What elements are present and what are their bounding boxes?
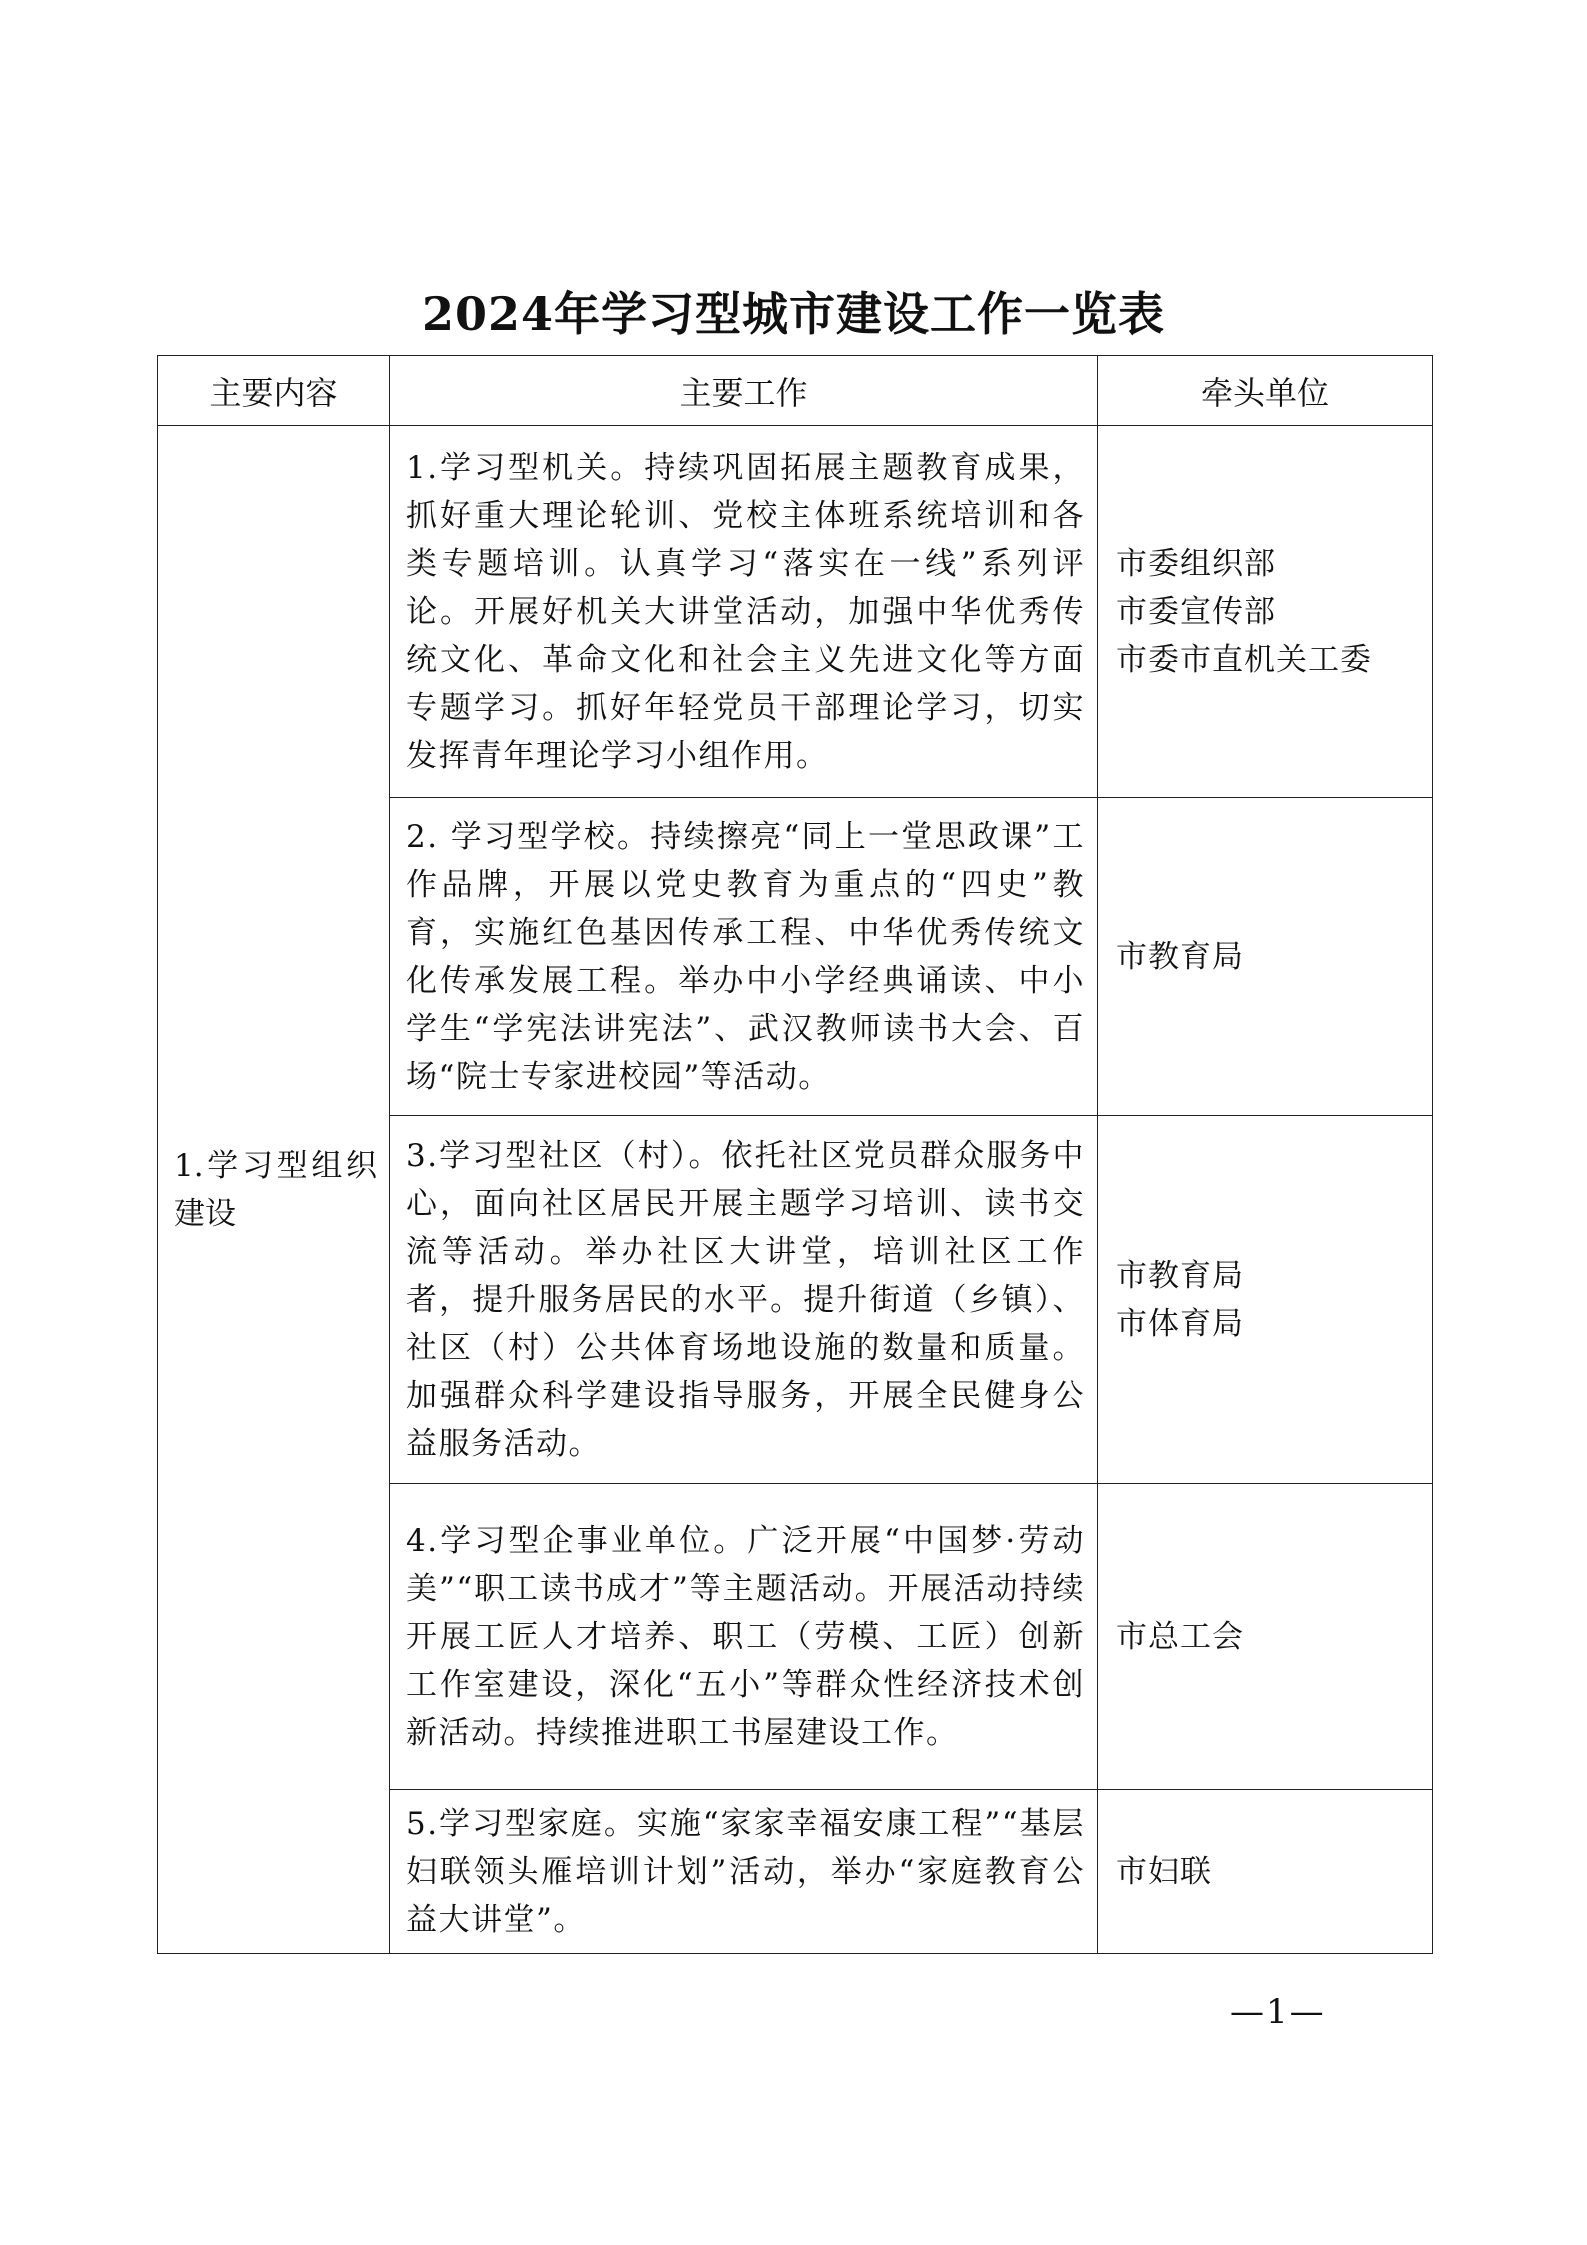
lead-unit-cell xyxy=(1098,798,1433,1116)
lead-unit-cell xyxy=(1098,1116,1433,1484)
lead-unit-cell xyxy=(1098,426,1433,798)
page-number: —1— xyxy=(1230,1992,1326,2032)
lead-unit: 市教育局 xyxy=(1116,938,1244,975)
main-content-cell: 1.学习型组织建设 xyxy=(158,426,390,1954)
work-table xyxy=(157,355,1433,1954)
lead-unit-cell xyxy=(1098,1790,1433,1954)
work-cell: 1.学习型机关。持续巩固拓展主题教育成果，抓好重大理论轮训、党校主体班系统培训和各类专题培训。认真学习“落实在一线”系列评论。开展好机关大讲堂活动，加强中华优秀传统文化、革命文化和社会主义先进文化等方面专题学习。抓好年轻党员干部理论学习，切实发挥青年理论学习小组作用。 xyxy=(390,426,1098,798)
lead-unit: 市委组织部 xyxy=(1116,545,1276,582)
lead-unit: 市委宣传部 xyxy=(1116,593,1276,630)
work-cell: 5.学习型家庭。实施“家家幸福安康工程”“基层妇联领头雁培训计划”活动，举办“家庭教育公益大讲堂”。 xyxy=(390,1790,1098,1954)
lead-unit-cell xyxy=(1098,1484,1433,1790)
work-cell: 3.学习型社区（村）。依托社区党员群众服务中心，面向社区居民开展主题学习培训、读书交流等活动。举办社区大讲堂，培训社区工作者，提升服务居民的水平。提升街道（乡镇）、社区（村）公共体育场地设施的数量和质量。加强群众科学建设指导服务，开展全民健身公益服务活动。 xyxy=(390,1116,1098,1484)
lead-unit: 市总工会 xyxy=(1116,1618,1244,1655)
table-row xyxy=(158,426,1433,798)
header-lead-unit: 牵头单位 xyxy=(1098,356,1433,426)
lead-unit: 市体育局 xyxy=(1116,1305,1244,1342)
table-header-row xyxy=(158,356,1433,426)
work-cell: 4.学习型企事业单位。广泛开展“中国梦·劳动美”“职工读书成才”等主题活动。开展活动持续开展工匠人才培养、职工（劳模、工匠）创新工作室建设，深化“五小”等群众性经济技术创新活动。持续推进职工书屋建设工作。 xyxy=(390,1484,1098,1790)
lead-unit: 市委市直机关工委 xyxy=(1116,641,1372,678)
lead-unit: 市妇联 xyxy=(1116,1853,1212,1890)
page-title: 2024年学习型城市建设工作一览表 xyxy=(421,287,1166,341)
work-cell: 2. 学习型学校。持续擦亮“同上一堂思政课”工作品牌，开展以党史教育为重点的“四史”教育，实施红色基因传承工程、中华优秀传统文化传承发展工程。举办中小学经典诵读、中小学生“学宪法讲宪法”、武汉教师读书大会、百场“院士专家进校园”等活动。 xyxy=(390,798,1098,1116)
header-main-content: 主要内容 xyxy=(158,356,390,426)
header-main-work: 主要工作 xyxy=(390,356,1098,426)
lead-unit: 市教育局 xyxy=(1116,1257,1244,1294)
